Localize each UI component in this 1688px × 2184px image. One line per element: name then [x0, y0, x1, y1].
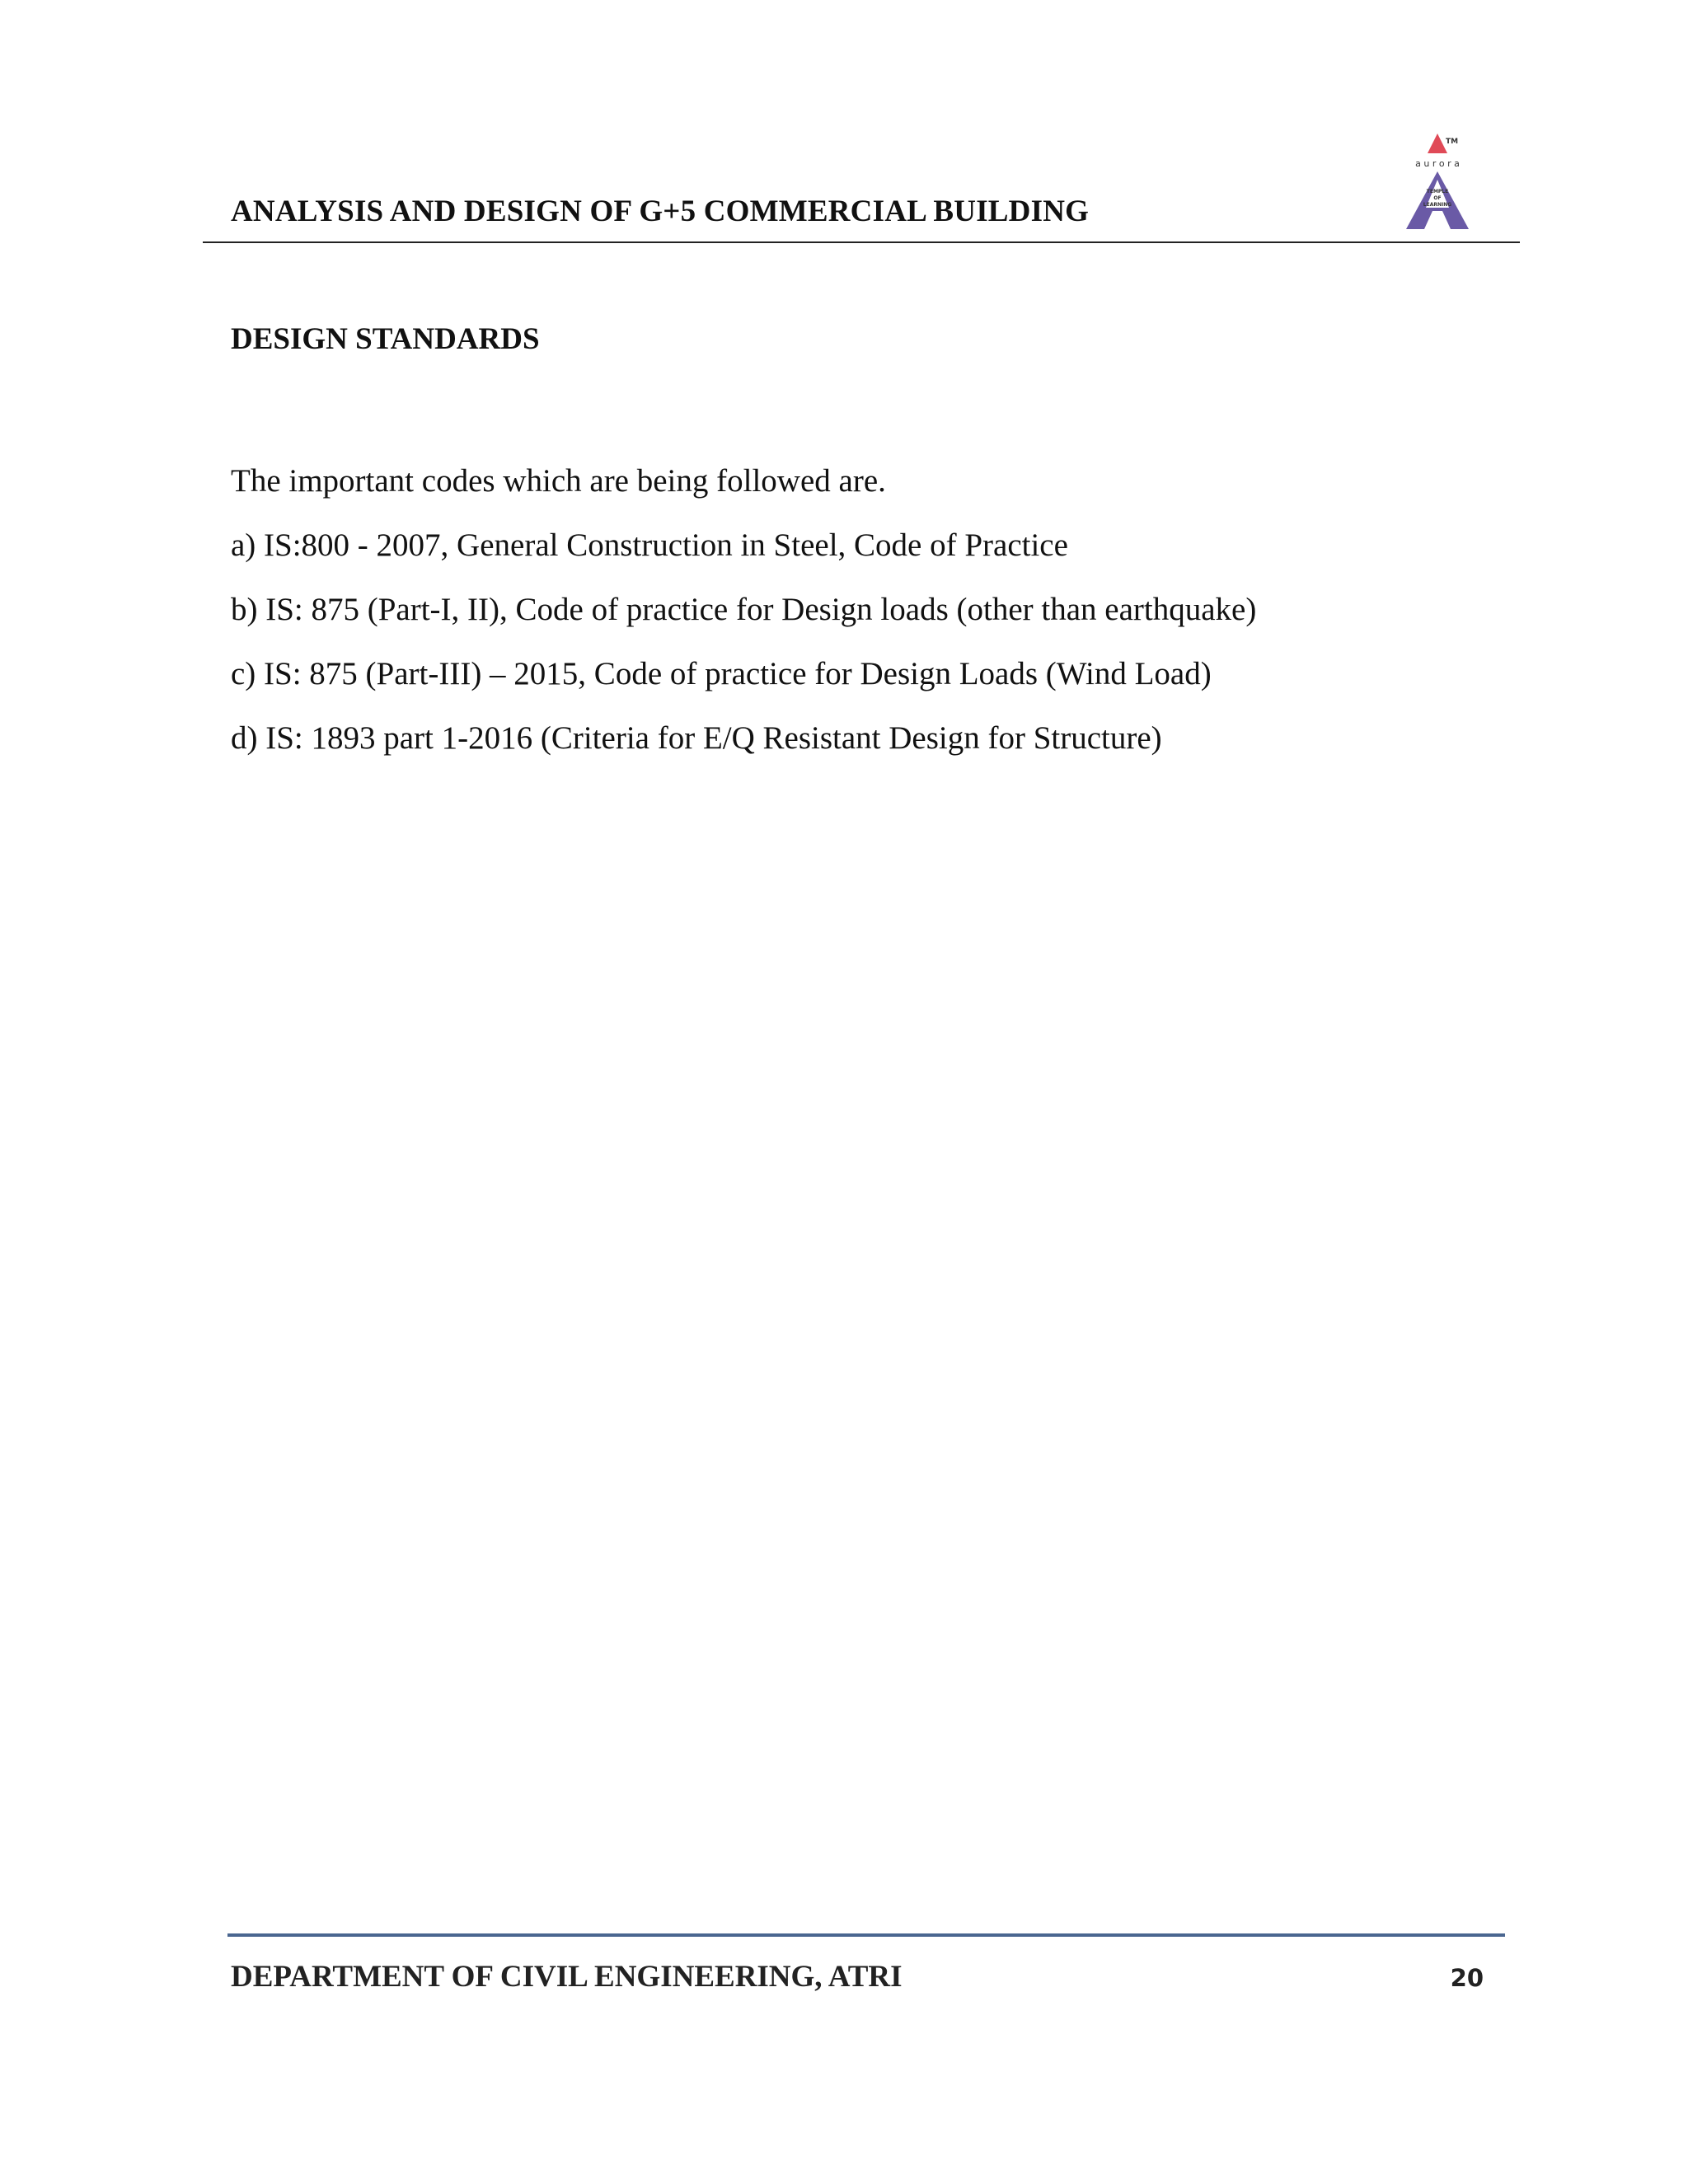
section-body [231, 449, 1517, 771]
list-item: b) IS: 875 (Part-I, II), Code of practice for Design loads (other than earthquake) [231, 592, 1257, 627]
svg-text:OF: OF [1433, 195, 1442, 201]
header-title: ANALYSIS AND DESIGN OF G+5 COMMERCIAL BUILDING [231, 194, 1090, 228]
footer-department: DEPARTMENT OF CIVIL ENGINEERING, ATRI [231, 1960, 903, 1994]
footer-divider [227, 1933, 1505, 1937]
page-number: 20 [1450, 1964, 1484, 1992]
intro-text: The important codes which are being followed are. [231, 463, 886, 499]
brand-text: a u r o r a [1415, 158, 1460, 169]
header-divider [203, 241, 1520, 243]
red-triangle-shape [1428, 134, 1447, 153]
list-item: c) IS: 875 (Part-III) – 2015, Code of practice for Design Loads (Wind Load) [231, 656, 1212, 691]
trademark-text: TM [1446, 138, 1459, 146]
section-heading: DESIGN STANDARDS [231, 322, 540, 356]
svg-text:TEMPLE: TEMPLE [1426, 189, 1449, 194]
svg-text:LEARNING: LEARNING [1423, 202, 1452, 208]
aurora-logo-icon [1386, 127, 1493, 234]
list-item: d) IS: 1893 part 1-2016 (Criteria for E/Q Resistant Design for Structure) [231, 720, 1162, 756]
list-item: a) IS:800 - 2007, General Construction in Steel, Code of Practice [231, 527, 1068, 563]
